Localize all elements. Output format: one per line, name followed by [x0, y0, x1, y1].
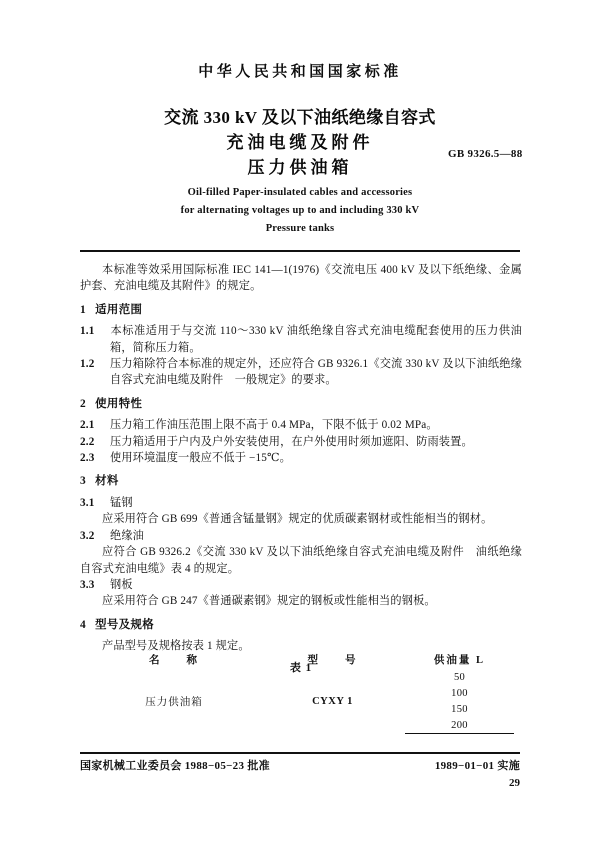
english-title-line-3: Pressure tanks	[265, 223, 335, 234]
section-heading-1	[80, 302, 522, 318]
clause-text-2-3: 使用环境温度一般应不低于 −15℃。	[110, 452, 291, 465]
title-line-1: 交流 330 kV 及以下油纸绝缘自容式	[164, 108, 436, 127]
table-header-volume: 供油量 L	[433, 655, 486, 666]
page-number: 29	[509, 777, 520, 789]
table-cell-volume-1: 50	[453, 671, 466, 683]
clause-title-3-3: 钢板	[110, 578, 133, 591]
clause-number-3-1: 3.1	[80, 496, 95, 509]
title-line-3: 压力供油箱	[247, 158, 353, 177]
clause-number-2-3: 2.3	[80, 452, 95, 465]
table-cell-name: 压力供油箱	[145, 696, 203, 708]
clause-3-1	[80, 495, 522, 511]
section-title-2: 使用特性	[95, 397, 143, 410]
table-header-row	[88, 650, 514, 669]
table-cell-model: CYXY 1	[312, 695, 353, 707]
section-heading-3	[80, 473, 522, 489]
national-standard-heading: 中华人民共和国国家标准	[198, 64, 402, 80]
masthead	[80, 62, 520, 82]
clause-2-3	[80, 450, 522, 466]
clause-1-2	[80, 356, 522, 389]
english-title-line-2: for alternating voltages up to and including 330 kV	[180, 205, 420, 216]
title-line-2: 充油电缆及附件	[226, 133, 374, 152]
clause-text-2-1: 压力箱工作油压范围上限不高于 0.4 MPa，下限不低于 0.02 MPa。	[110, 419, 438, 432]
clause-body-3-3: 应采用符合 GB 247《普通碳素钢》规定的钢板或性能相当的钢板。	[102, 595, 436, 608]
clause-2-2	[80, 434, 522, 450]
clause-3-3	[80, 577, 522, 593]
section-title-4: 型号及规格	[95, 618, 155, 631]
clause-body-3-1: 应采用符合 GB 699《普通含锰量钢》规定的优质碳素钢材或性能相当的钢材。	[102, 513, 493, 526]
section-4-lead: 产品型号及规格按表 1 规定。	[102, 640, 250, 653]
page-footer	[80, 757, 520, 773]
english-title	[80, 184, 520, 238]
clause-number-2-1: 2.1	[80, 419, 95, 432]
clause-1-1	[80, 323, 522, 356]
implementation-text: 1989−01−01 实施	[434, 760, 520, 772]
footer-divider-rule	[80, 752, 520, 754]
clause-text-2-2: 压力箱适用于户内及户外安装使用，在户外使用时须加遮阳、防雨装置。	[110, 435, 473, 448]
spec-table	[88, 650, 514, 734]
clause-number-3-2: 3.2	[80, 529, 95, 542]
header-divider-rule	[80, 250, 520, 252]
table-row	[88, 669, 514, 685]
clause-text-1-2: 压力箱除符合本标准的规定外，还应符合 GB 9326.1《交流 330 kV 及以下油纸绝缘自容式充油电缆及附件 一般规定》的要求。	[110, 358, 522, 387]
gb-standard-number: GB 9326.5—88	[448, 148, 523, 160]
section-number-4: 4	[80, 618, 87, 631]
preamble-paragraph: 本标准等效采用国际标准 IEC 141—1(1976)《交流电压 400 kV 及以下纸绝缘、金属护套、充油电缆及其附件》的规定。	[80, 264, 522, 293]
section-heading-4	[80, 617, 522, 633]
table-cell-volume-3: 150	[451, 703, 468, 715]
clause-text-1-1: 本标准适用于与交流 110～330 kV 油纸绝缘自容式充油电缆配套使用的压力供油箱，简称压力箱。	[110, 325, 522, 354]
clause-number-3-3: 3.3	[80, 578, 95, 591]
table-cell-volume-2: 100	[451, 687, 468, 699]
section-title-3: 材料	[95, 475, 119, 488]
section-number-1: 1	[80, 303, 87, 316]
standard-title	[80, 105, 520, 180]
section-heading-2	[80, 396, 522, 412]
clause-number-2-2: 2.2	[80, 435, 95, 448]
clause-number-1-2: 1.2	[80, 358, 95, 371]
table-cell-volume-4: 200	[405, 717, 514, 734]
clause-2-1	[80, 417, 522, 433]
document-body	[80, 262, 522, 676]
english-title-line-1: Oil-filled Paper-insulated cables and accessories	[187, 187, 413, 198]
clause-number-1-1: 1.1	[80, 325, 95, 338]
clause-title-3-1: 锰钢	[110, 496, 133, 509]
section-title-1: 适用范围	[95, 303, 143, 316]
table-caption: 表 1	[289, 661, 313, 674]
section-number-3: 3	[80, 475, 87, 488]
clause-body-3-2: 应符合 GB 9326.2《交流 330 kV 及以下油纸绝缘自容式充油电缆及附件 油纸绝缘自容式充油电缆》表 4 的规定。	[80, 546, 522, 575]
section-number-2: 2	[80, 397, 87, 410]
spec-table-wrapper	[88, 650, 514, 734]
table-header-model: 型 号	[307, 655, 358, 666]
approval-text: 国家机械工业委员会 1988−05−23 批准	[80, 760, 270, 772]
clause-title-3-2: 绝缘油	[110, 529, 145, 542]
clause-3-2	[80, 528, 522, 544]
table-header-name: 名 称	[149, 655, 199, 666]
